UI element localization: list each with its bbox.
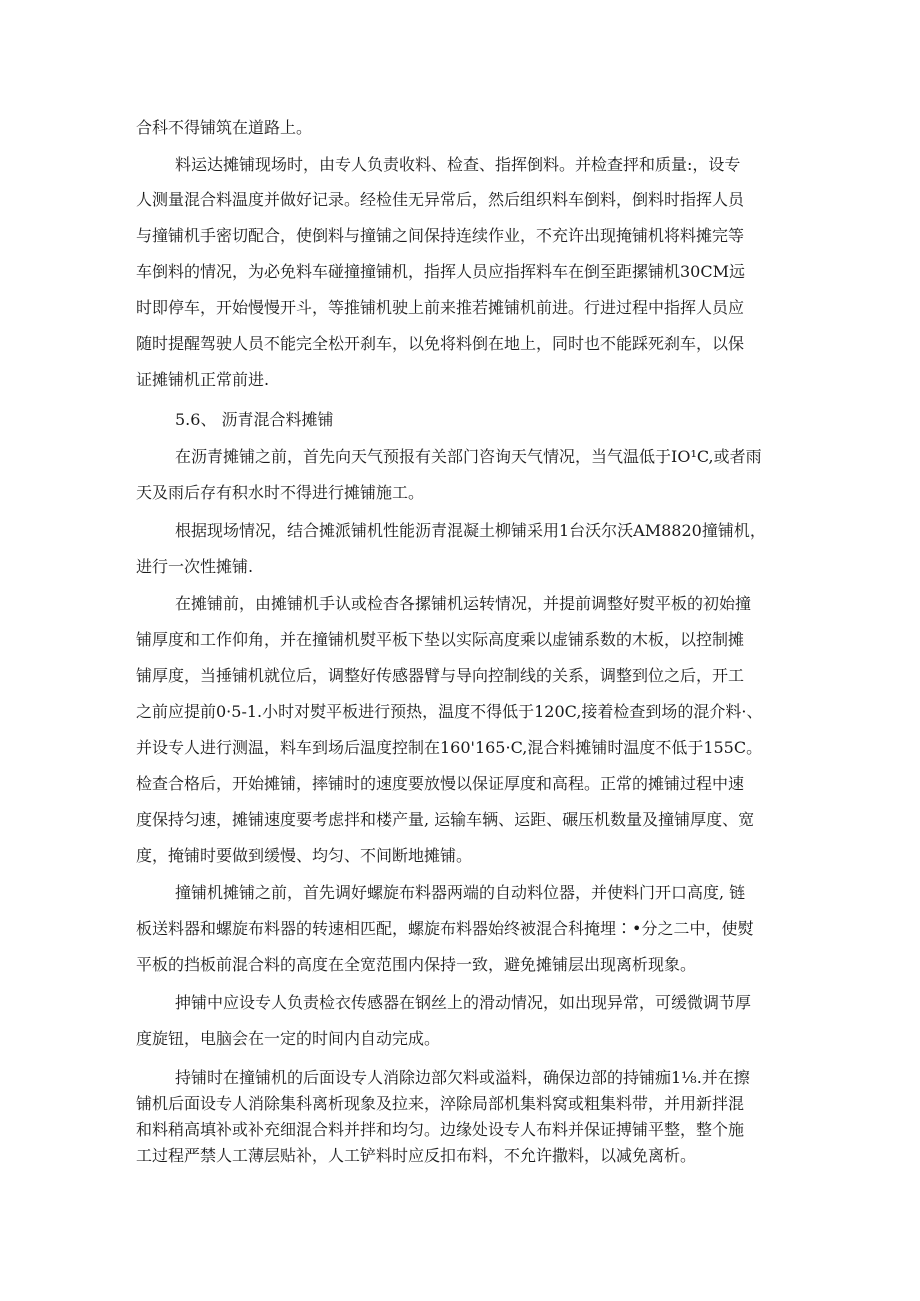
text-line: 合科不得铺筑在道路上。 (136, 118, 313, 137)
text-line: 和料稍高填补或补充细混合料并拌和均匀。边缘处设专人布料并保证搏铺平整，整个施 (136, 1120, 745, 1139)
text-line: 与撞铺机手密切配合，使倒料与撞铺之间保持连续作业，不充许出现掩铺机将料摊完等 (136, 226, 745, 245)
text-line: 铺厚度，当捶铺机就位后，调整好传感器臂与导向控制线的关系，调整到位之后，开工 (136, 666, 745, 685)
text-line: 持铺时在撞铺机的后面设专人消除边部欠料或溢料，确保边部的持铺痂1⅛.并在擦 (175, 1068, 750, 1087)
text-line: 随时提醒驾驶人员不能完全松开刹车，以免将料倒在地上，同时也不能踩死刹车，以保 (136, 334, 745, 353)
text-line: 时即停车，开始慢慢开斗，等推铺机驶上前来推若摊铺机前进。行进过程中指挥人员应 (136, 298, 745, 317)
text-line: 天及雨后存有积水时不得进行摊铺施工。 (136, 483, 425, 502)
text-line: 度旋钮，电脑会在一定的时间内自动完成。 (136, 1029, 441, 1048)
text-line: 度，掩铺时要做到缓慢、均匀、不间断地摊铺。 (136, 846, 473, 865)
text-line: 车倒料的情况，为必免料车碰撞撞铺机，指挥人员应指挥料车在倒至距摞铺机30CM远 (136, 262, 745, 281)
text-line: 在沥青摊铺之前，首先向天气预报有关部门咨询天气情况，当气温低于IO¹C,或者雨 (175, 447, 762, 466)
text-line: 平板的挡板前混合料的高度在全宽范围内保持一致，避免摊铺层出现离析现象。 (136, 955, 697, 974)
text-line: 抻铺中应设专人负责检衣传感器在钢丝上的滑动情况，如出现异常，可缓微调节厚 (175, 993, 752, 1012)
text-line: 根据现场情况，结合摊派铺机性能沥青混凝土柳铺采用1台沃尔沃AM8820撞铺机， (175, 521, 766, 540)
text-line: 工过程严禁人工薄层贴补，人工铲料时应反扣布料，不允许撒料，以减免离析。 (136, 1146, 697, 1165)
text-line: 证摊铺机正常前进. (136, 370, 270, 389)
text-line: 进行一次性摊铺. (136, 557, 254, 576)
text-line: 料运达摊铺现场时，由专人负责收料、检查、指挥倒料。并检查抨和质量:，设专 (175, 155, 741, 174)
text-line: 铺厚度和工作仰角，并在撞铺机熨平板下垫以实际高度乘以虚铺系数的木板，以控制摊 (136, 630, 745, 649)
section-heading: 5.6、 沥青混合料摊铺 (175, 410, 334, 429)
text-line: 人测量混合料温度并做好记录。经检佳无异常后，然后组织料车倒料，倒料时指挥人员 (136, 190, 745, 209)
text-line: 检查合格后，开始摊铺，摔铺时的速度要放慢以保证厚度和高程。正常的摊铺过程中速 (136, 774, 745, 793)
text-line: 并设专人进行测温，料车到场后温度控制在160'165·C,混合料摊铺时温度不低于155C。 (136, 738, 763, 757)
text-line: 之前应提前0·5-1.小时对熨平板进行预热，温度不得低于120C,接着检查到场的混介料·、 (136, 702, 763, 721)
text-line: 在摊铺前，由摊铺机手认或检杳各摞铺机运转情况，并提前调整好熨平板的初始撞 (175, 594, 752, 613)
text-line: 度保持匀速，摊铺速度要考虑拌和楼产量, 运输车辆、运距、碾压机数量及撞铺厚度、宽 (136, 810, 755, 829)
text-line: 撞铺机摊铺之前，首先调好螺旋布料器两端的自动料位器，并使料门开口高度, 链 (175, 883, 746, 902)
text-line: 板送料器和螺旋布料器的转速相匹配，螺旋布料器始终被混合科掩埋∶•分之二中，使熨 (136, 919, 754, 938)
text-line: 铺机后面设专人消除集科离析现象及拉来，淬除局部机集料窝或粗集料带，并用新拌混 (136, 1094, 745, 1113)
